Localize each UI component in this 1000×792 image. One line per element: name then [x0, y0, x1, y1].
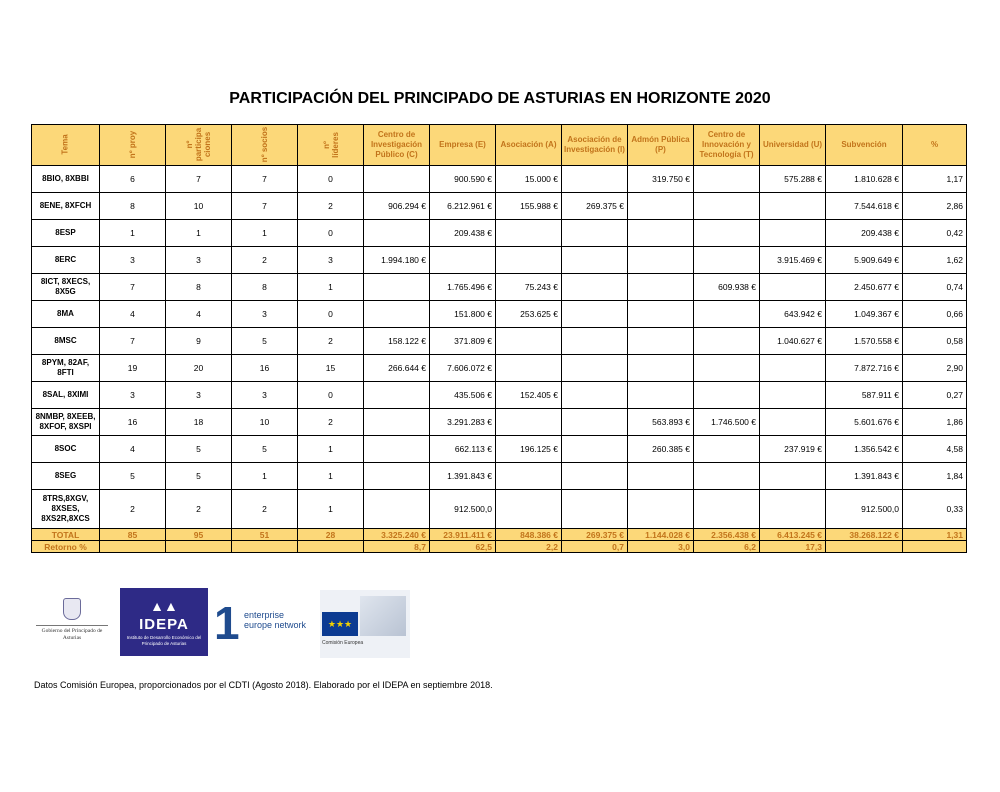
- header-subvencion: Subvención: [826, 125, 903, 166]
- cell-c: [364, 166, 430, 193]
- cell-p: [628, 463, 694, 490]
- cell-part: 3: [166, 247, 232, 274]
- retorno-c: 8,7: [364, 541, 430, 553]
- cell-c: [364, 409, 430, 436]
- cell-proy: 3: [100, 247, 166, 274]
- cell-p: 563.893 €: [628, 409, 694, 436]
- cell-p: [628, 274, 694, 301]
- cell-socios: 5: [232, 328, 298, 355]
- cell-i: 269.375 €: [562, 193, 628, 220]
- cell-part: 3: [166, 382, 232, 409]
- cell-e: 7.606.072 €: [430, 355, 496, 382]
- cell-p: [628, 301, 694, 328]
- cell-p: [628, 193, 694, 220]
- cell-pct: 2,90: [903, 355, 967, 382]
- retorno-label: Retorno %: [32, 541, 100, 553]
- cell-a: 75.243 €: [496, 274, 562, 301]
- cell-c: 266.644 €: [364, 355, 430, 382]
- cell-u: [760, 382, 826, 409]
- cell-a: 253.625 €: [496, 301, 562, 328]
- total-label: TOTAL: [32, 529, 100, 541]
- cell-a: 15.000 €: [496, 166, 562, 193]
- cell-t: [694, 166, 760, 193]
- cell-sub: 1.810.628 €: [826, 166, 903, 193]
- retorno-p: 3,0: [628, 541, 694, 553]
- cell-socios: 7: [232, 166, 298, 193]
- cell-tema: 8ERC: [32, 247, 100, 274]
- cell-e: 1.765.496 €: [430, 274, 496, 301]
- cell-c: [364, 463, 430, 490]
- cell-part: 8: [166, 274, 232, 301]
- cell-i: [562, 166, 628, 193]
- cell-t: [694, 301, 760, 328]
- cell-lideres: 0: [298, 301, 364, 328]
- cell-pct: 1,62: [903, 247, 967, 274]
- cell-c: 906.294 €: [364, 193, 430, 220]
- header-lideres: nº líderes: [298, 125, 364, 166]
- total-lideres: 28: [298, 529, 364, 541]
- cell-tema: 8MA: [32, 301, 100, 328]
- cell-c: [364, 301, 430, 328]
- cell-tema: 8SOC: [32, 436, 100, 463]
- cell-sub: 7.872.716 €: [826, 355, 903, 382]
- table-row: [32, 220, 967, 247]
- cell-proy: 8: [100, 193, 166, 220]
- header-tema: Tema: [32, 125, 100, 166]
- cell-proy: 19: [100, 355, 166, 382]
- cell-u: 643.942 €: [760, 301, 826, 328]
- page-title: PARTICIPACIÓN DEL PRINCIPADO DE ASTURIAS EN HORIZONTE 2020: [229, 90, 771, 107]
- cell-tema: 8ESP: [32, 220, 100, 247]
- cell-sub: 209.438 €: [826, 220, 903, 247]
- cell-t: [694, 328, 760, 355]
- cell-tema: 8TRS,8XGV, 8XSES, 8XS2R,8XCS: [32, 490, 100, 529]
- cell-a: [496, 247, 562, 274]
- eu-flag-icon: ★★★: [322, 612, 358, 636]
- cell-u: [760, 409, 826, 436]
- cell-e: [430, 247, 496, 274]
- cell-p: [628, 382, 694, 409]
- cell-t: [694, 220, 760, 247]
- cell-p: [628, 328, 694, 355]
- cell-t: [694, 490, 760, 529]
- cell-tema: 8SEG: [32, 463, 100, 490]
- total-p: 1.144.028 €: [628, 529, 694, 541]
- cell-pct: 0,42: [903, 220, 967, 247]
- cell-i: [562, 355, 628, 382]
- cell-sub: 5.601.676 €: [826, 409, 903, 436]
- cell-pct: 1,17: [903, 166, 967, 193]
- header-participaciones: nº participa ciones: [166, 125, 232, 166]
- header-empresa: Empresa (E): [430, 125, 496, 166]
- cell-proy: 7: [100, 274, 166, 301]
- cell-part: 5: [166, 436, 232, 463]
- cell-a: [496, 328, 562, 355]
- cell-pct: 1,86: [903, 409, 967, 436]
- cell-a: [496, 490, 562, 529]
- cell-lideres: 0: [298, 166, 364, 193]
- cell-lideres: 1: [298, 274, 364, 301]
- cell-i: [562, 409, 628, 436]
- cell-socios: 2: [232, 247, 298, 274]
- total-proy: 85: [100, 529, 166, 541]
- table-row: [32, 301, 967, 328]
- cell-e: 1.391.843 €: [430, 463, 496, 490]
- cell-pct: 0,66: [903, 301, 967, 328]
- cell-a: [496, 355, 562, 382]
- cell-proy: 5: [100, 463, 166, 490]
- cell-i: [562, 463, 628, 490]
- table-row: [32, 409, 967, 436]
- retorno-u: 17,3: [760, 541, 826, 553]
- cell-lideres: 2: [298, 193, 364, 220]
- cell-part: 7: [166, 166, 232, 193]
- cell-sub: 587.911 €: [826, 382, 903, 409]
- cell-c: [364, 490, 430, 529]
- total-part: 95: [166, 529, 232, 541]
- cell-e: 371.809 €: [430, 328, 496, 355]
- cell-p: [628, 490, 694, 529]
- cell-part: 1: [166, 220, 232, 247]
- cell-t: 1.746.500 €: [694, 409, 760, 436]
- cell-sub: 1.049.367 €: [826, 301, 903, 328]
- cell-a: 155.988 €: [496, 193, 562, 220]
- cell-lideres: 2: [298, 328, 364, 355]
- cell-i: [562, 274, 628, 301]
- cell-sub: 1.356.542 €: [826, 436, 903, 463]
- header-percent: %: [903, 125, 967, 166]
- cell-c: [364, 436, 430, 463]
- cell-socios: 2: [232, 490, 298, 529]
- cell-sub: 1.391.843 €: [826, 463, 903, 490]
- cell-c: [364, 382, 430, 409]
- table-row: [32, 436, 967, 463]
- cell-part: 10: [166, 193, 232, 220]
- cell-u: 575.288 €: [760, 166, 826, 193]
- cell-sub: 2.450.677 €: [826, 274, 903, 301]
- cell-lideres: 1: [298, 436, 364, 463]
- cell-p: [628, 220, 694, 247]
- cell-a: [496, 220, 562, 247]
- cell-u: [760, 355, 826, 382]
- cell-part: 18: [166, 409, 232, 436]
- header-proy: nº proy: [100, 125, 166, 166]
- total-sub: 38.268.122 €: [826, 529, 903, 541]
- table-row: [32, 166, 967, 193]
- header-row: [32, 125, 967, 166]
- header-asociacion-investigacion: Asociación de Investigación (I): [562, 125, 628, 166]
- cell-p: 319.750 €: [628, 166, 694, 193]
- cell-pct: 0,74: [903, 274, 967, 301]
- table-row: [32, 247, 967, 274]
- cell-e: 6.212.961 €: [430, 193, 496, 220]
- cell-a: 196.125 €: [496, 436, 562, 463]
- cell-sub: 912.500,0: [826, 490, 903, 529]
- cell-e: 900.590 €: [430, 166, 496, 193]
- cell-tema: 8NMBP, 8XEEB, 8XFOF, 8XSPI: [32, 409, 100, 436]
- idepa-mark-icon: ▲▲: [150, 598, 178, 614]
- cell-part: 4: [166, 301, 232, 328]
- header-centro-investigacion: Centro de Investigación Público (C): [364, 125, 430, 166]
- table-row: [32, 355, 967, 382]
- cell-socios: 16: [232, 355, 298, 382]
- cell-proy: 3: [100, 382, 166, 409]
- cell-lideres: 0: [298, 220, 364, 247]
- cell-socios: 1: [232, 463, 298, 490]
- cell-part: 9: [166, 328, 232, 355]
- cell-c: 1.994.180 €: [364, 247, 430, 274]
- cell-socios: 3: [232, 301, 298, 328]
- cell-i: [562, 490, 628, 529]
- cell-pct: 0,27: [903, 382, 967, 409]
- cell-u: [760, 193, 826, 220]
- cell-tema: 8PYM, 82AF, 8FTI: [32, 355, 100, 382]
- cell-proy: 16: [100, 409, 166, 436]
- idepa-logo: ▲▲ IDEPA Instituto de Desarrollo Económico del Principado de Asturias: [120, 588, 208, 656]
- table-row: [32, 328, 967, 355]
- cell-e: 435.506 €: [430, 382, 496, 409]
- cell-tema: 8SAL, 8XIMI: [32, 382, 100, 409]
- header-universidad: Universidad (U): [760, 125, 826, 166]
- cell-pct: 0,58: [903, 328, 967, 355]
- cell-t: [694, 436, 760, 463]
- cell-proy: 4: [100, 301, 166, 328]
- cell-tema: 8BIO, 8XBBI: [32, 166, 100, 193]
- retorno-i: 0,7: [562, 541, 628, 553]
- retorno-a: 2,2: [496, 541, 562, 553]
- cell-u: [760, 220, 826, 247]
- cell-e: 3.291.283 €: [430, 409, 496, 436]
- header-centro-innovacion: Centro de Innovación y Tecnología (T): [694, 125, 760, 166]
- cell-socios: 1: [232, 220, 298, 247]
- building-icon: [360, 596, 406, 636]
- cell-c: 158.122 €: [364, 328, 430, 355]
- cell-u: 1.040.627 €: [760, 328, 826, 355]
- cell-a: 152.405 €: [496, 382, 562, 409]
- total-t: 2.356.438 €: [694, 529, 760, 541]
- cell-c: [364, 274, 430, 301]
- cell-part: 5: [166, 463, 232, 490]
- cell-i: [562, 301, 628, 328]
- cell-t: [694, 193, 760, 220]
- total-i: 269.375 €: [562, 529, 628, 541]
- ten-years-mark-icon: 1: [214, 597, 240, 649]
- cell-i: [562, 247, 628, 274]
- cell-proy: 2: [100, 490, 166, 529]
- cell-proy: 4: [100, 436, 166, 463]
- cell-u: 3.915.469 €: [760, 247, 826, 274]
- cell-lideres: 1: [298, 463, 364, 490]
- cell-c: [364, 220, 430, 247]
- horizonte-table: [31, 124, 967, 553]
- table-row: [32, 490, 967, 529]
- cell-u: 237.919 €: [760, 436, 826, 463]
- header-admon-publica: Admón Pública (P): [628, 125, 694, 166]
- cell-lideres: 2: [298, 409, 364, 436]
- cell-pct: 4,58: [903, 436, 967, 463]
- enterprise-europe-network-logo: 1 enterprise europe network: [214, 597, 307, 649]
- cell-sub: 7.544.618 €: [826, 193, 903, 220]
- cell-t: [694, 355, 760, 382]
- cell-u: [760, 490, 826, 529]
- cell-p: [628, 247, 694, 274]
- cell-t: [694, 247, 760, 274]
- cell-pct: 2,86: [903, 193, 967, 220]
- comision-europea-logo: ★★★ Comisión Europea: [320, 590, 410, 658]
- total-u: 6.413.245 €: [760, 529, 826, 541]
- cell-tema: 8ICT, 8XECS, 8X5G: [32, 274, 100, 301]
- total-socios: 51: [232, 529, 298, 541]
- cell-i: [562, 382, 628, 409]
- gobierno-asturias-logo: Gobierno del Principado de Asturias: [36, 598, 108, 648]
- total-a: 848.386 €: [496, 529, 562, 541]
- crest-icon: [63, 598, 81, 620]
- cell-p: [628, 355, 694, 382]
- cell-proy: 6: [100, 166, 166, 193]
- cell-sub: 1.570.558 €: [826, 328, 903, 355]
- cell-e: 151.800 €: [430, 301, 496, 328]
- cell-a: [496, 463, 562, 490]
- cell-tema: 8MSC: [32, 328, 100, 355]
- cell-t: [694, 382, 760, 409]
- cell-e: 912.500,0: [430, 490, 496, 529]
- cell-u: [760, 463, 826, 490]
- cell-pct: 1,84: [903, 463, 967, 490]
- table-row: [32, 193, 967, 220]
- cell-i: [562, 436, 628, 463]
- cell-part: 20: [166, 355, 232, 382]
- cell-socios: 5: [232, 436, 298, 463]
- cell-part: 2: [166, 490, 232, 529]
- total-pct: 1,31: [903, 529, 967, 541]
- cell-lideres: 0: [298, 382, 364, 409]
- cell-u: [760, 274, 826, 301]
- cell-socios: 10: [232, 409, 298, 436]
- total-row: [32, 529, 967, 541]
- cell-lideres: 3: [298, 247, 364, 274]
- source-note: Datos Comisión Europea, proporcionados por el CDTI (Agosto 2018). Elaborado por el IDEPA en septiembre 2018.: [34, 680, 493, 690]
- cell-i: [562, 220, 628, 247]
- cell-t: 609.938 €: [694, 274, 760, 301]
- cell-t: [694, 463, 760, 490]
- total-c: 3.325.240 €: [364, 529, 430, 541]
- cell-socios: 7: [232, 193, 298, 220]
- cell-sub: 5.909.649 €: [826, 247, 903, 274]
- cell-lideres: 1: [298, 490, 364, 529]
- cell-proy: 7: [100, 328, 166, 355]
- cell-e: 209.438 €: [430, 220, 496, 247]
- cell-socios: 8: [232, 274, 298, 301]
- cell-a: [496, 409, 562, 436]
- table-row: [32, 463, 967, 490]
- cell-e: 662.113 €: [430, 436, 496, 463]
- cell-proy: 1: [100, 220, 166, 247]
- cell-p: 260.385 €: [628, 436, 694, 463]
- cell-socios: 3: [232, 382, 298, 409]
- retorno-e: 62,5: [430, 541, 496, 553]
- total-e: 23.911.411 €: [430, 529, 496, 541]
- cell-lideres: 15: [298, 355, 364, 382]
- header-socios: nº socios: [232, 125, 298, 166]
- cell-tema: 8ENE, 8XFCH: [32, 193, 100, 220]
- retorno-t: 6,2: [694, 541, 760, 553]
- table-row: [32, 274, 967, 301]
- cell-pct: 0,33: [903, 490, 967, 529]
- cell-i: [562, 328, 628, 355]
- header-asociacion: Asociación (A): [496, 125, 562, 166]
- retorno-row: [32, 541, 967, 553]
- table-row: [32, 382, 967, 409]
